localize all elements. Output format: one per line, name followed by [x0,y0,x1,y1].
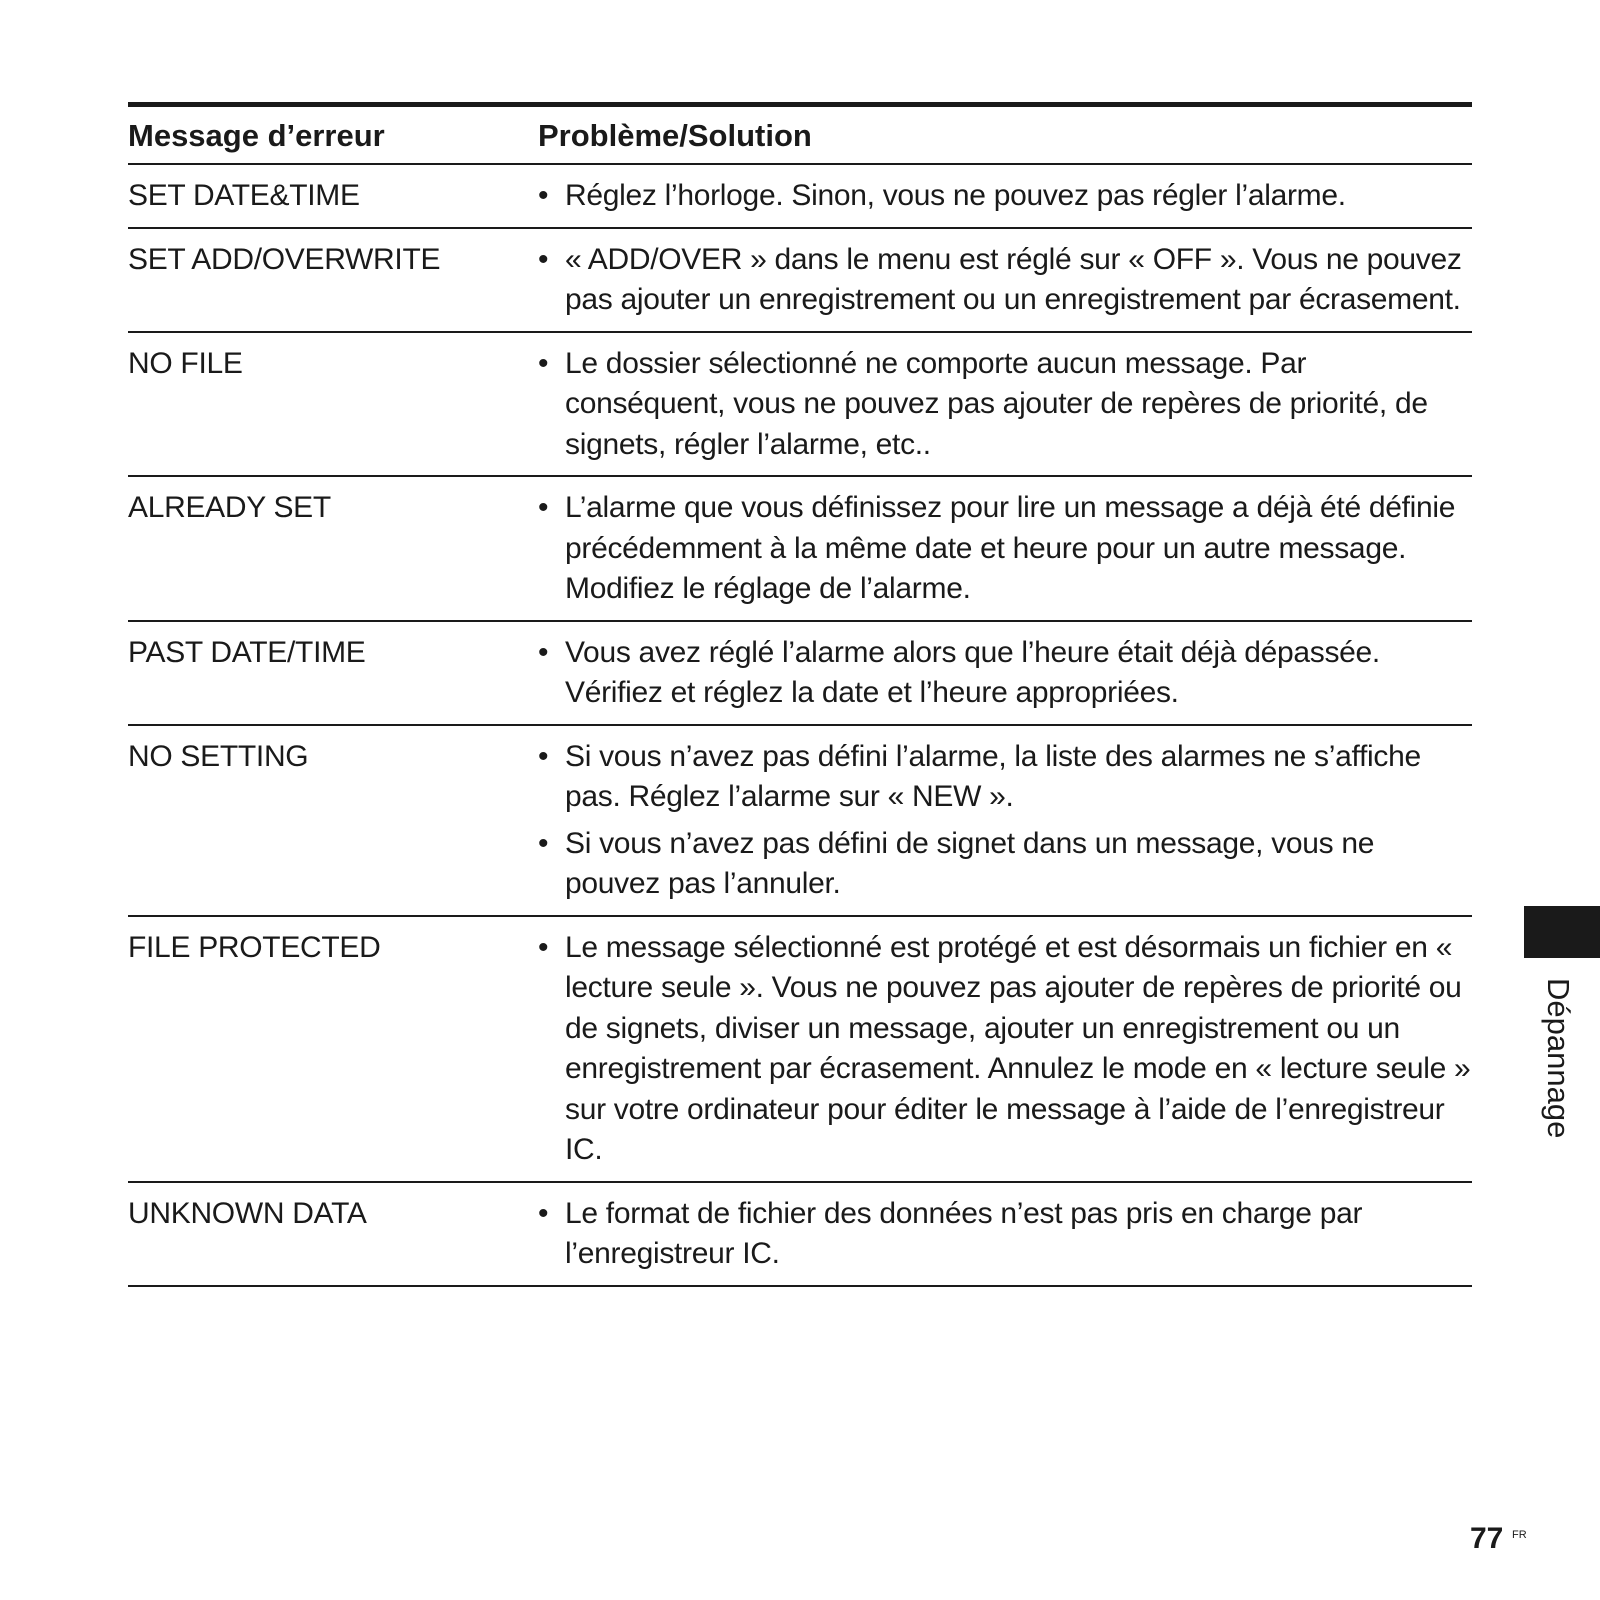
table-row [128,333,1472,478]
solution-cell [538,1194,1472,1275]
solution-item [538,824,1472,905]
error-message-cell: NO SETTING [128,739,309,773]
solution-item [538,737,1472,818]
error-message-cell: FILE PROTECTED [128,930,381,964]
bullet-icon: • [538,242,549,276]
solution-text: Vous avez réglé l’alarme alors que l’heure était déjà dépassée. Vérifiez et réglez la date et l’heure appropriées. [565,635,1380,709]
error-message-cell: PAST DATE/TIME [128,635,366,669]
error-message-cell: SET DATE&TIME [128,179,360,212]
bullet-icon: • [538,491,549,524]
error-message-cell: ALREADY SET [128,491,331,524]
error-message-cell: SET ADD/OVERWRITE [128,242,441,276]
table-row [128,726,1472,917]
table-body [128,165,1472,1287]
error-message-cell: UNKNOWN DATA [128,1196,367,1230]
solution-cell [538,488,1472,610]
bullet-icon: • [538,1196,549,1230]
section-tab-marker [1524,906,1600,958]
section-label: Dépannage [1541,978,1576,1139]
solution-text: « ADD/OVER » dans le menu est réglé sur « OFF ». Vous ne pouvez pas ajouter un enregistrement ou un enregistrement par écrasement. [565,242,1462,316]
solution-item [538,240,1472,321]
table-row [128,229,1472,333]
table-row [128,165,1472,229]
bullet-icon: • [538,930,549,964]
solution-item [538,1194,1472,1275]
table-row [128,622,1472,726]
table-row [128,477,1472,622]
page-number: 77 [1470,1522,1504,1555]
solution-text: Le message sélectionné est protégé et est désormais un fichier en « lecture seule ». Vous ne pouvez pas ajouter de repères de priorité ou de signets, diviser un message, ajouter un enregistrement ou un enregistrement par écrasement. Annulez le mode en « lecture seule » sur votre ordinateur pour éditer le message à l’aide de l’enregistreur IC. [565,930,1471,1166]
table-header [128,107,1472,165]
solution-text: Le format de fichier des données n’est pas pris en charge par l’enregistreur IC. [565,1196,1363,1270]
bullet-icon: • [538,635,549,669]
solution-cell [538,240,1472,321]
solution-cell [538,928,1472,1171]
error-message-cell: NO FILE [128,346,243,380]
bullet-icon: • [538,739,549,773]
bullet-icon: • [538,826,549,860]
solution-text: Si vous n’avez pas défini l’alarme, la liste des alarmes ne s’affiche pas. Réglez l’alarme sur « NEW ». [565,739,1421,813]
solution-item [538,176,1472,217]
solution-text: Réglez l’horloge. Sinon, vous ne pouvez pas régler l’alarme. [565,179,1346,212]
solution-item [538,633,1472,714]
page-language-suffix: FR [1512,1529,1527,1541]
error-message-table [128,102,1472,1287]
solution-cell [538,344,1472,466]
header-problem-solution: Problème/Solution [538,117,812,153]
solution-text: Le dossier sélectionné ne comporte aucun message. Par conséquent, vous ne pouvez pas ajouter de repères de priorité, de signets, régler l’alarme, etc.. [565,346,1428,461]
solution-cell [538,176,1472,217]
solution-item [538,928,1472,1171]
solution-text: L’alarme que vous définissez pour lire un message a déjà été définie précédemment à la même date et heure pour un autre message. Modifiez le réglage de l’alarme. [565,491,1456,605]
bullet-icon: • [538,346,549,380]
table-row [128,917,1472,1183]
solution-cell [538,737,1472,905]
solution-text: Si vous n’avez pas défini de signet dans un message, vous ne pouvez pas l’annuler. [565,826,1375,900]
solution-item [538,488,1472,610]
solution-cell [538,633,1472,714]
bullet-icon: • [538,179,549,212]
header-error-message: Message d’erreur [128,117,385,153]
table-row [128,1183,1472,1287]
solution-item [538,344,1472,466]
